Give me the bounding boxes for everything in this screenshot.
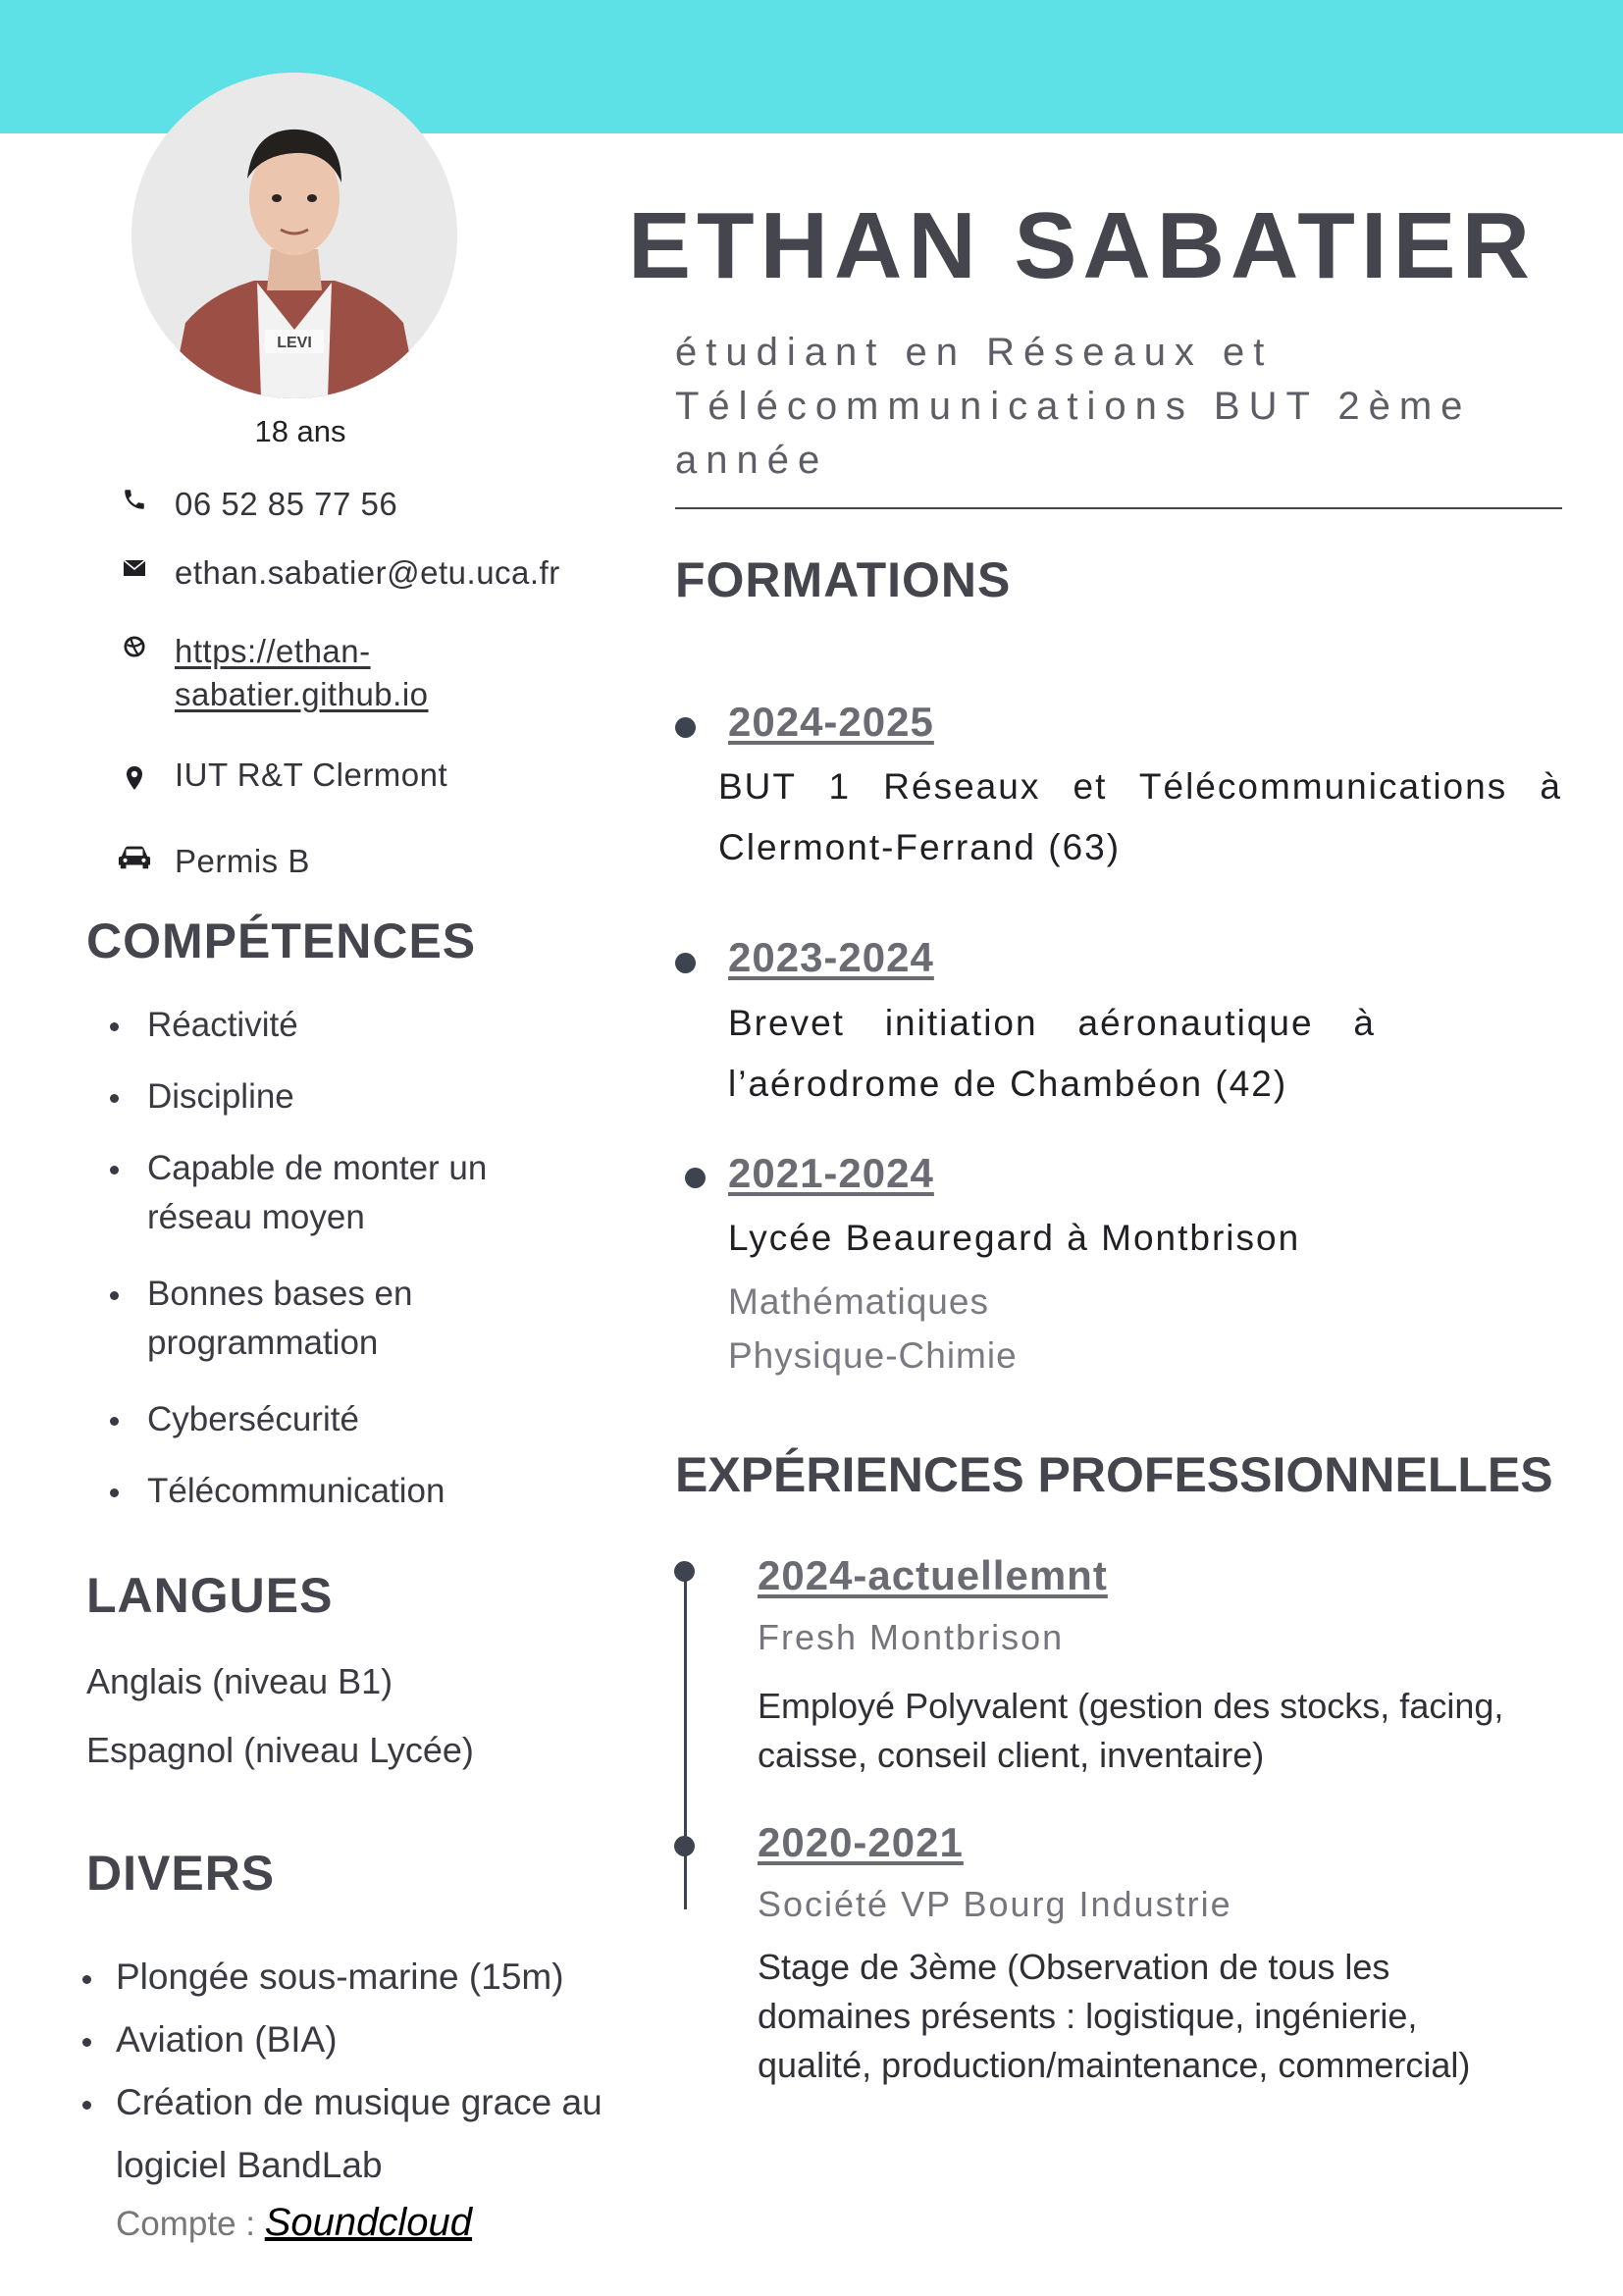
age: 18 ans <box>254 414 346 448</box>
contact-email <box>118 551 560 595</box>
account-label: Compte : <box>116 2205 255 2243</box>
experience-company: Fresh Montbrison <box>758 1617 1065 1657</box>
list-item: Aviation (BIA) <box>77 2009 665 2071</box>
car-icon <box>118 840 151 873</box>
formation-detail: Physique-Chimie <box>728 1335 1018 1376</box>
contact-website <box>118 630 429 716</box>
timeline-bullet <box>674 1561 695 1582</box>
timeline-bullet <box>675 717 696 738</box>
list-item: Télécommunication <box>106 1467 577 1516</box>
formation-description: BUT 1 Réseaux et Télécommunications à Clermont-Ferrand (63) <box>718 766 1562 867</box>
contact-school <box>118 754 447 797</box>
person-name: ETHAN SABATIER <box>628 193 1536 298</box>
formation-years: 2021-2024 <box>728 1150 934 1196</box>
experience-description: Employé Polyvalent (gestion des stocks, facing, caisse, conseil client, inventaire) <box>758 1686 1504 1775</box>
school-name: IUT R&T Clermont <box>175 757 448 793</box>
list-item: Réactivité <box>106 1001 577 1050</box>
soundcloud-link[interactable]: Soundcloud <box>264 2201 473 2244</box>
formation-description: Brevet initiation aéronautique à l’aérodrome de Chambéon (42) <box>728 1003 1376 1104</box>
driving-license: Permis B <box>175 843 310 879</box>
phone-icon <box>118 483 151 516</box>
job-subtitle: étudiant en Réseaux et Télécommunications BUT 2ème année <box>675 331 1472 482</box>
list-item: Création de musique grace au logiciel BandLab <box>77 2071 665 2197</box>
experience-company: Société VP Bourg Industrie <box>758 1884 1232 1924</box>
soundcloud-line <box>116 2201 472 2245</box>
divider <box>675 507 1562 509</box>
languages-title: LANGUES <box>86 1568 334 1623</box>
experience-timeline <box>684 1570 687 1909</box>
formation-description: Lycée Beauregard à Montbrison <box>728 1218 1301 1258</box>
language-spanish: Espagnol (niveau Lycée) <box>86 1730 474 1770</box>
website-link[interactable] <box>175 630 429 716</box>
list-item: Cybersécurité <box>106 1395 577 1444</box>
timeline-bullet <box>675 953 696 973</box>
website-line-1: https://ethan- <box>175 633 371 669</box>
experience-years: 2020-2021 <box>758 1819 964 1865</box>
experiences-title: EXPÉRIENCES PROFESSIONNELLES <box>675 1447 1553 1502</box>
formation-detail: Mathématiques <box>728 1281 989 1322</box>
envelope-icon <box>118 551 151 585</box>
skills-list <box>106 1001 577 1539</box>
globe-icon <box>118 630 151 663</box>
list-item: Capable de monter un réseau moyen <box>106 1144 577 1242</box>
experience-description: Stage de 3ème (Observation de tous les domaines présents : logistique, ingénierie, qualité, production/maintenance, commercial) <box>758 1947 1471 2085</box>
list-item: Bonnes bases en programmation <box>106 1270 577 1368</box>
phone-number: 06 52 85 77 56 <box>175 486 398 522</box>
timeline-bullet <box>674 1836 695 1856</box>
formation-years: 2024-2025 <box>728 699 934 745</box>
list-item: Plongée sous-marine (15m) <box>77 1946 665 2009</box>
formation-years: 2023-2024 <box>728 934 934 980</box>
contact-phone <box>118 483 397 526</box>
svg-text:LEVI: LEVI <box>277 335 312 351</box>
language-english: Anglais (niveau B1) <box>86 1661 393 1701</box>
misc-title: DIVERS <box>86 1846 276 1901</box>
skills-title: COMPÉTENCES <box>86 913 477 968</box>
contact-license <box>118 840 310 883</box>
timeline-bullet <box>685 1168 706 1188</box>
profile-photo <box>131 73 457 398</box>
website-line-2: sabatier.github.io <box>175 676 429 712</box>
formations-title: FORMATIONS <box>675 552 1012 607</box>
list-item: Discipline <box>106 1072 577 1122</box>
location-pin-icon <box>118 761 151 795</box>
email-address[interactable]: ethan.sabatier@etu.uca.fr <box>175 554 560 591</box>
experience-years: 2024-actuellemnt <box>758 1552 1108 1598</box>
misc-list <box>77 1946 665 2197</box>
